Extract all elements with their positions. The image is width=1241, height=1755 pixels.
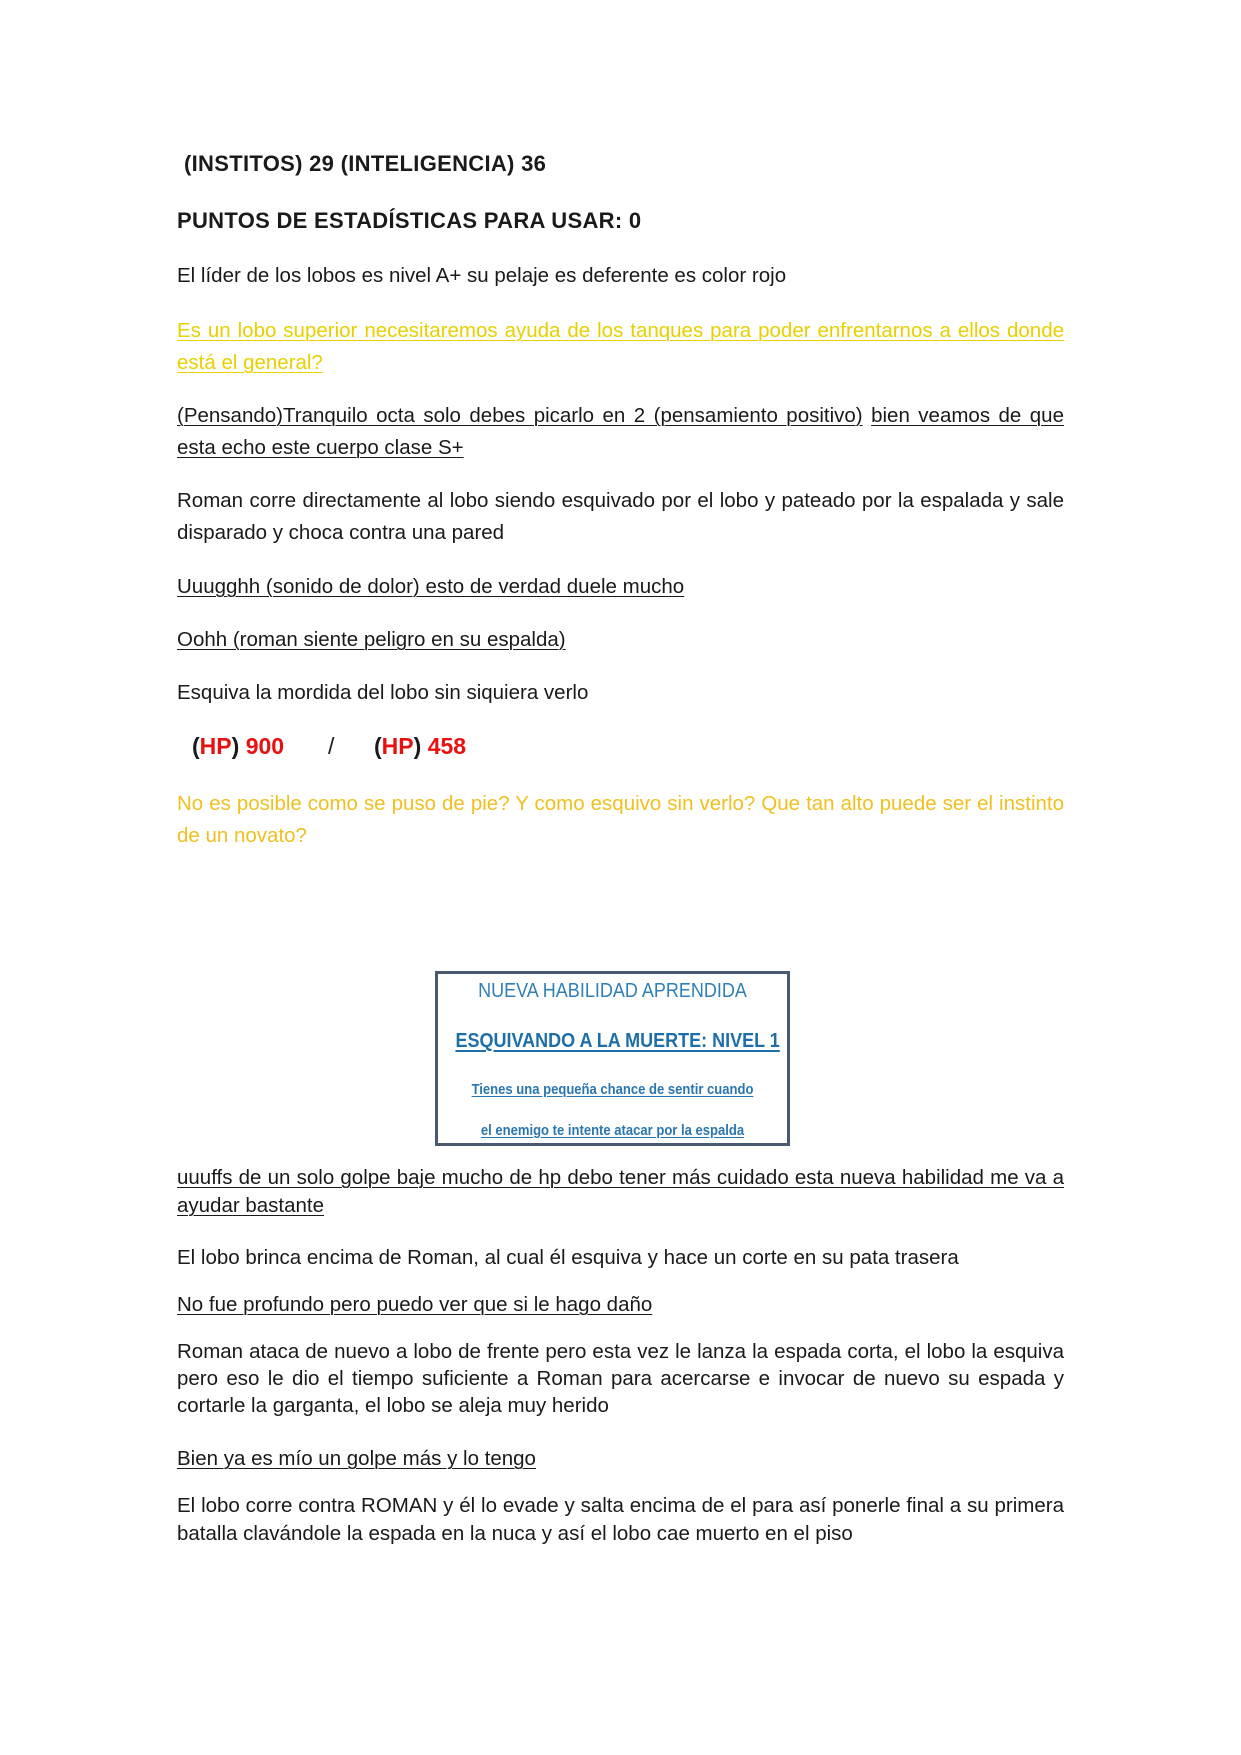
points-line: PUNTOS DE ESTADÍSTICAS PARA USAR: 0 bbox=[177, 208, 642, 233]
paragraph-wolf-jumps: El lobo brinca encima de Roman, al cual él esquiva y hace un corte en su pata trasera bbox=[177, 1246, 959, 1269]
dialogue-yellow-1: Es un lobo superior necesitaremos ayuda de los tanques para poder enfrentarnos a ellos donde está el general? bbox=[177, 319, 1064, 374]
paragraph-roman-runs: Roman corre directamente al lobo siendo esquivado por el lobo y pateado por la espalada y sale disparado y choca contra una pared bbox=[177, 489, 1064, 544]
paragraph-1: El líder de los lobos es nivel A+ su pelaje es deferente es color rojo bbox=[177, 264, 787, 287]
hp-value: 900 bbox=[245, 733, 285, 759]
skill-desc-line1: Tienes una pequeña chance de sentir cuando bbox=[471, 1082, 754, 1098]
skill-desc-line2: el enemigo te intente atacar por la espalda bbox=[480, 1123, 745, 1139]
stats-line: (INSTITOS) 29 (INTELIGENCIA) 36 bbox=[184, 151, 547, 176]
skill-title: NUEVA HABILIDAD APRENDIDA bbox=[478, 980, 747, 1002]
dialogue-almost: Bien ya es mío un golpe más y lo tengo bbox=[177, 1447, 536, 1470]
hp-player: (HP) 900 bbox=[192, 733, 285, 759]
dialogue-orange-1: No es posible como se puso de pie? Y como esquivo sin verlo? Que tan alto puede ser el instinto de un novato? bbox=[177, 792, 1064, 847]
skill-name: ESQUIVANDO A LA MUERTE: NIVEL 1 bbox=[455, 1030, 780, 1052]
hp-enemy: (HP) 458 bbox=[374, 733, 467, 759]
dialogue-pain: Uuugghh (sonido de dolor) esto de verdad duele mucho bbox=[177, 575, 685, 598]
dialogue-danger: Oohh (roman siente peligro en su espalda) bbox=[177, 628, 566, 651]
thinking-followup: bien veamos de que esta echo este cuerpo clase S+ bbox=[177, 404, 1064, 459]
hp-label: HP bbox=[381, 733, 414, 759]
paragraph-thinking bbox=[177, 400, 1064, 464]
thinking-text: (Pensando)Tranquilo octa solo debes picarlo en 2 (pensamiento positivo) bbox=[177, 404, 863, 427]
paragraph-final: El lobo corre contra ROMAN y él lo evade y salta encima de el para así ponerle final a su primera batalla clavándole la espada en la nuca y así el lobo cae muerto en el piso bbox=[177, 1494, 1064, 1545]
skill-notification-box bbox=[435, 971, 790, 1146]
paragraph-roman-attacks: Roman ataca de nuevo a lobo de frente pero esta vez le lanza la espada corta, el lobo la esquiva pero eso le dio el tiempo suficiente a Roman para acercarse e invocar de nuevo su espada y cortarle la garganta, el lobo se aleja muy herido bbox=[177, 1340, 1064, 1417]
dialogue-damage: No fue profundo pero puedo ver que si le hago daño bbox=[177, 1293, 653, 1316]
dialogue-new-skill: uuuffs de un solo golpe baje mucho de hp debo tener más cuidado esta nueva habilidad me va a ayudar bastante bbox=[177, 1166, 1064, 1217]
hp-value: 458 bbox=[427, 733, 467, 759]
hp-separator: / bbox=[328, 733, 335, 759]
hp-label: HP bbox=[199, 733, 232, 759]
paragraph-dodge: Esquiva la mordida del lobo sin siquiera verlo bbox=[177, 681, 589, 704]
